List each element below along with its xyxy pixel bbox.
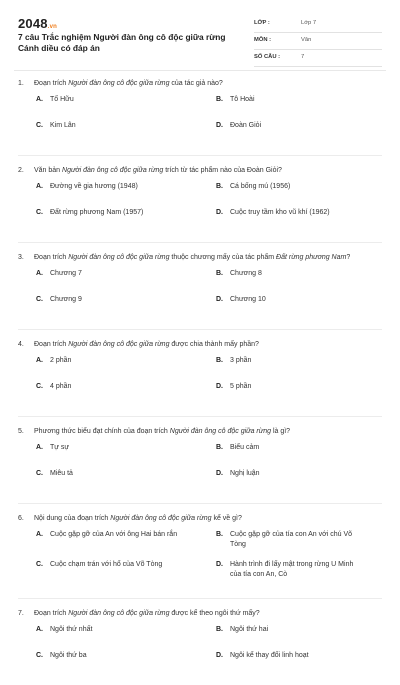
question-number: 4. xyxy=(18,341,24,348)
answer-option[interactable] xyxy=(200,625,382,651)
option-text: Ngôi thứ ba xyxy=(50,652,87,659)
option-text: Cuộc truy tầm kho vũ khí (1962) xyxy=(230,209,330,216)
option-letter: C. xyxy=(36,122,43,129)
answer-option[interactable] xyxy=(18,295,200,321)
question-text xyxy=(34,165,382,176)
question-stem xyxy=(18,339,382,350)
question-text-part: được kể theo ngôi thứ mấy? xyxy=(169,610,260,617)
option-text: Ngôi thứ nhất xyxy=(50,626,93,633)
question-text xyxy=(34,608,382,619)
question-text-part: Văn bản xyxy=(34,167,63,174)
meta-value: Văn xyxy=(301,37,312,43)
option-letter: A. xyxy=(36,626,43,633)
question-text-part: được chia thành mấy phần? xyxy=(169,341,259,348)
question-text-part: trích từ tác phẩm nào của Đoàn Giỏi? xyxy=(163,167,282,174)
question-block xyxy=(18,426,382,504)
question-work-title: Người đàn ông cô độc giữa rừng xyxy=(68,254,170,261)
option-letter: A. xyxy=(36,96,43,103)
question-number: 2. xyxy=(18,167,24,174)
meta-label: MÔN : xyxy=(254,37,272,43)
meta-label: SỐ CÂU : xyxy=(254,54,281,60)
question-divider xyxy=(18,242,382,243)
option-letter: B. xyxy=(216,531,223,538)
answer-option[interactable] xyxy=(18,121,200,147)
option-letter: A. xyxy=(36,357,43,364)
question-work-title: Người đàn ông cô độc giữa rừng xyxy=(169,428,271,435)
header xyxy=(18,10,382,68)
option-letter: C. xyxy=(36,209,43,216)
answer-option[interactable] xyxy=(18,269,200,295)
answer-option[interactable] xyxy=(18,95,200,121)
option-letter: D. xyxy=(216,209,223,216)
answer-options xyxy=(18,530,382,590)
question-text xyxy=(34,252,382,263)
option-text: Cuộc chạm trán với hổ của Võ Tòng xyxy=(50,561,163,568)
option-text: Đất rừng phương Nam (1957) xyxy=(50,209,144,216)
answer-option[interactable] xyxy=(200,560,382,590)
answer-option[interactable] xyxy=(18,651,200,677)
question-divider xyxy=(18,155,382,156)
meta-info xyxy=(254,16,382,67)
option-letter: B. xyxy=(216,444,223,451)
meta-row-grade xyxy=(254,16,382,33)
meta-row-question-count xyxy=(254,50,382,67)
question-divider xyxy=(18,503,382,504)
option-text: 3 phần xyxy=(230,357,252,364)
option-letter: D. xyxy=(216,652,223,659)
option-text: Tố Hữu xyxy=(50,96,74,103)
option-text: Ngôi thứ hai xyxy=(230,626,269,633)
answer-option[interactable] xyxy=(200,651,382,677)
question-text xyxy=(34,513,382,524)
answer-options xyxy=(18,625,382,677)
option-letter: A. xyxy=(36,183,43,190)
option-text: Tự sự xyxy=(50,444,70,451)
option-text: 2 phần xyxy=(50,357,72,364)
question-text-part: là gì? xyxy=(271,428,291,435)
answer-options xyxy=(18,443,382,495)
option-letter: B. xyxy=(216,357,223,364)
option-letter: A. xyxy=(36,531,43,538)
question-block xyxy=(18,78,382,156)
answer-option[interactable] xyxy=(18,208,200,234)
answer-option[interactable] xyxy=(18,530,200,560)
answer-option[interactable] xyxy=(200,356,382,382)
question-block xyxy=(18,513,382,599)
question-text-part: Nội dung của đoạn trích xyxy=(34,515,111,522)
question-stem xyxy=(18,165,382,176)
question-stem xyxy=(18,608,382,619)
option-text: Chương 8 xyxy=(230,270,262,277)
option-letter: B. xyxy=(216,96,223,103)
option-letter: C. xyxy=(36,470,43,477)
site-logo[interactable] xyxy=(18,16,57,31)
question-divider xyxy=(18,598,382,599)
question-number: 3. xyxy=(18,254,24,261)
option-letter: D. xyxy=(216,561,223,568)
answer-option[interactable] xyxy=(200,95,382,121)
question-divider xyxy=(18,416,382,417)
question-text-part: Đoạn trích xyxy=(34,80,69,87)
option-letter: D. xyxy=(216,383,223,390)
meta-row-subject xyxy=(254,33,382,50)
option-letter: D. xyxy=(216,470,223,477)
answer-option[interactable] xyxy=(200,382,382,408)
option-text: Cá bống mú (1956) xyxy=(230,183,291,190)
option-text: Đoàn Giỏi xyxy=(230,122,262,129)
option-letter: C. xyxy=(36,652,43,659)
question-text xyxy=(34,78,382,89)
question-block xyxy=(18,608,382,677)
answer-option[interactable] xyxy=(200,443,382,469)
answer-option[interactable] xyxy=(18,443,200,469)
question-stem xyxy=(18,252,382,263)
option-letter: A. xyxy=(36,270,43,277)
answer-option[interactable] xyxy=(18,356,200,382)
question-number: 7. xyxy=(18,610,24,617)
answer-option[interactable] xyxy=(18,560,200,590)
question-number: 1. xyxy=(18,80,24,87)
option-text: Chương 7 xyxy=(50,270,82,277)
answer-option[interactable] xyxy=(200,295,382,321)
question-number: 6. xyxy=(18,515,24,522)
answer-options xyxy=(18,356,382,408)
option-text: Chương 9 xyxy=(50,296,82,303)
option-text: Ngôi kể thay đổi linh hoạt xyxy=(230,652,309,659)
question-list xyxy=(18,78,382,685)
option-text: 5 phần xyxy=(230,383,252,390)
option-text: Kim Lân xyxy=(50,122,76,129)
question-work-title: Đất rừng phương Nam xyxy=(276,254,347,261)
answer-options xyxy=(18,182,382,234)
answer-option[interactable] xyxy=(200,121,382,147)
question-work-title: Người đàn ông cô độc giữa rừng xyxy=(62,167,164,174)
question-block xyxy=(18,252,382,330)
option-text: Tô Hoài xyxy=(230,96,255,103)
question-work-title: Người đàn ông cô độc giữa rừng xyxy=(68,610,170,617)
answer-option[interactable] xyxy=(200,530,382,560)
option-letter: C. xyxy=(36,561,43,568)
option-text: Chương 10 xyxy=(230,296,266,303)
option-letter: B. xyxy=(216,270,223,277)
question-text-part: ? xyxy=(346,254,351,261)
document-title: 7 câu Trắc nghiệm Người đàn ông cô độc giữa rừng Cánh diều có đáp án xyxy=(18,32,226,53)
option-text: Nghị luận xyxy=(230,470,260,477)
question-block xyxy=(18,165,382,243)
option-letter: D. xyxy=(216,122,223,129)
question-text-part: Đoạn trích xyxy=(34,341,69,348)
option-letter: A. xyxy=(36,444,43,451)
question-text-part: của tác giả nào? xyxy=(169,80,223,87)
question-text-part: thuộc chương mấy của tác phẩm xyxy=(169,254,277,261)
answer-option[interactable] xyxy=(18,382,200,408)
question-work-title: Người đàn ông cô độc giữa rừng xyxy=(110,515,212,522)
meta-value: Lớp 7 xyxy=(301,20,317,26)
answer-options xyxy=(18,95,382,147)
question-text-part: Đoạn trích xyxy=(34,254,69,261)
answer-option[interactable] xyxy=(200,469,382,495)
answer-option[interactable] xyxy=(200,208,382,234)
option-letter: B. xyxy=(216,183,223,190)
question-text-part: Phương thức biểu đạt chính của đoạn trích xyxy=(34,428,170,435)
option-text: Hành trình đi lấy mật trong rừng U Minh của tía con An, Cò xyxy=(230,561,354,578)
question-stem xyxy=(18,513,382,524)
option-text: 4 phần xyxy=(50,383,72,390)
logo-suffix-text: .vn xyxy=(47,24,58,30)
question-text xyxy=(34,426,382,437)
question-work-title: Người đàn ông cô độc giữa rừng xyxy=(68,80,170,87)
option-text: Miêu tả xyxy=(50,470,73,477)
answer-option[interactable] xyxy=(18,182,200,208)
question-work-title: Người đàn ông cô độc giữa rừng xyxy=(68,341,170,348)
option-letter: D. xyxy=(216,296,223,303)
question-stem xyxy=(18,426,382,437)
option-text: Đường về gia hương (1948) xyxy=(50,183,138,190)
option-text: Cuộc gặp gỡ của tía con An với chú Võ Tòng xyxy=(230,531,353,548)
option-letter: C. xyxy=(36,383,43,390)
question-text xyxy=(34,339,382,350)
answer-options xyxy=(18,269,382,321)
option-text: Cuộc gặp gỡ của An với ông Hai bán rắn xyxy=(50,531,178,538)
question-stem xyxy=(18,78,382,89)
question-text-part: kể về gì? xyxy=(211,515,242,522)
option-letter: B. xyxy=(216,626,223,633)
header-divider xyxy=(14,70,386,71)
meta-label: LỚP : xyxy=(254,20,270,26)
question-block xyxy=(18,339,382,417)
logo-main-text: 2048 xyxy=(18,16,48,31)
meta-value: 7 xyxy=(301,54,305,60)
question-number: 5. xyxy=(18,428,24,435)
answer-option[interactable] xyxy=(18,469,200,495)
question-text-part: Đoạn trích xyxy=(34,610,69,617)
option-text: Biểu cảm xyxy=(230,444,260,451)
answer-option[interactable] xyxy=(18,625,200,651)
option-letter: C. xyxy=(36,296,43,303)
question-divider xyxy=(18,329,382,330)
answer-option[interactable] xyxy=(200,182,382,208)
answer-option[interactable] xyxy=(200,269,382,295)
